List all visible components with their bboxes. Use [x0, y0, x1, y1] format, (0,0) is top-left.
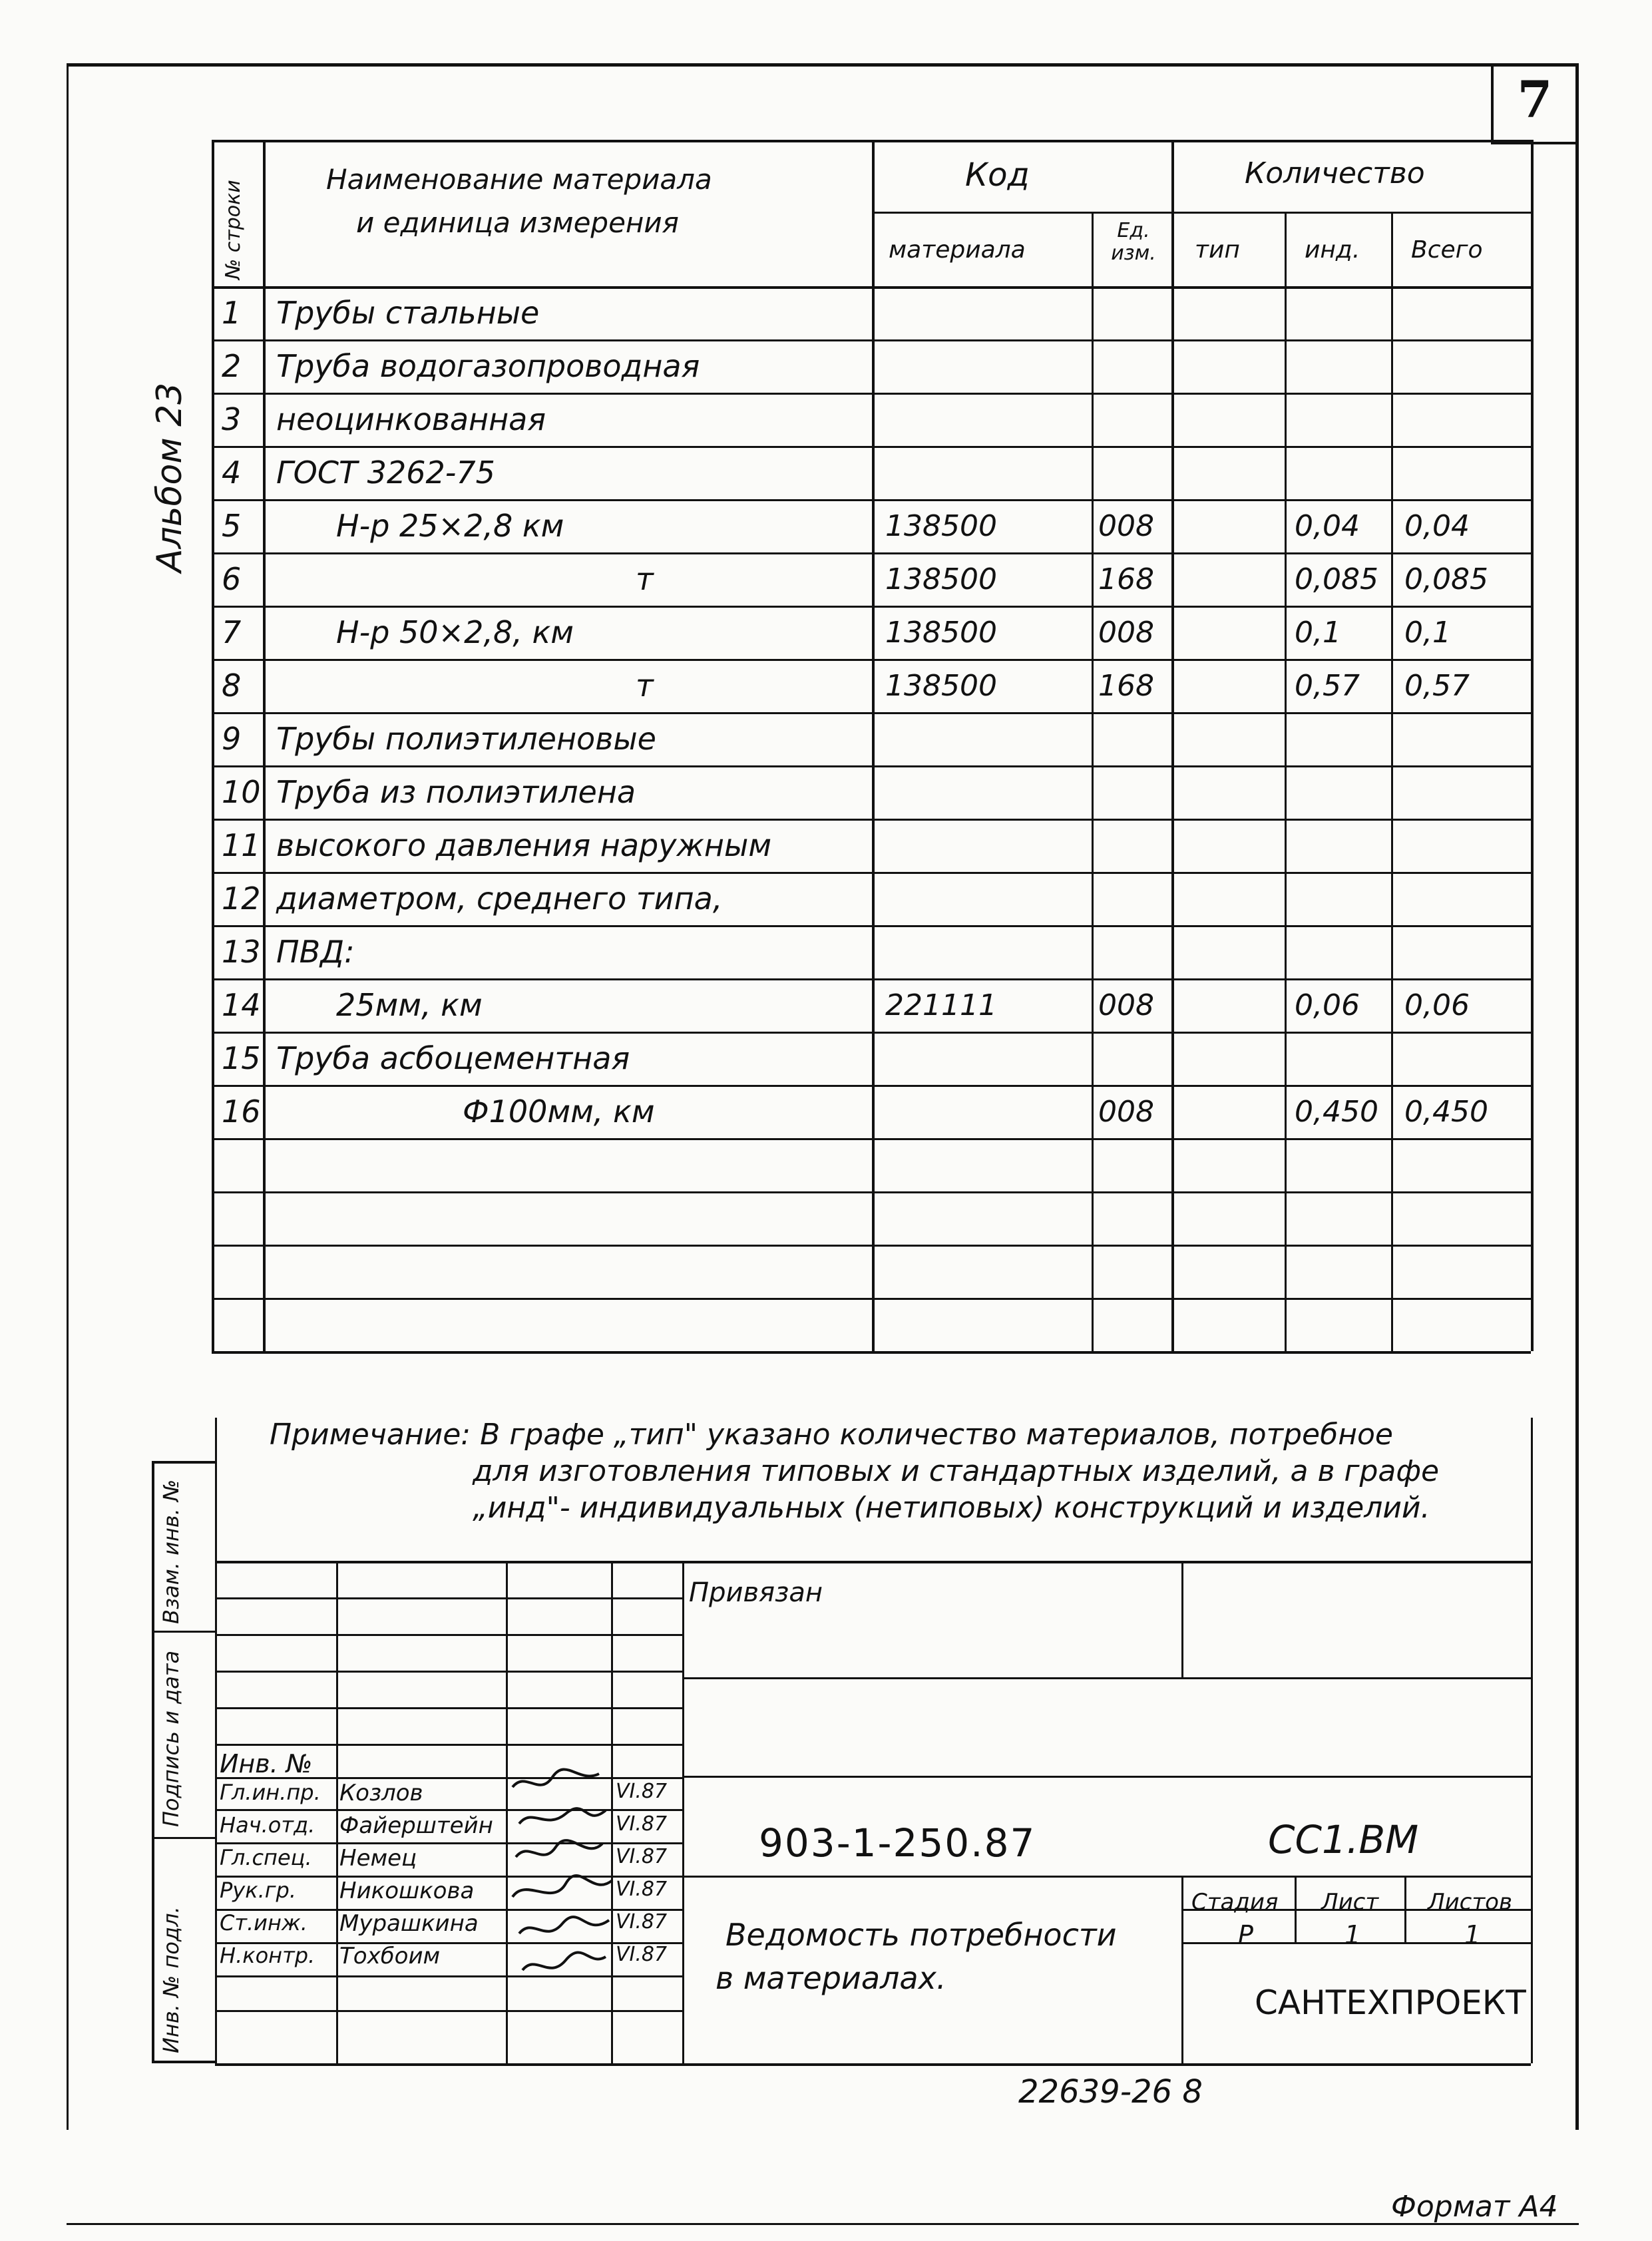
row-unit [1098, 819, 1168, 872]
stamp-right [1531, 1418, 1533, 2063]
header-name-line-1: Наименование материала [326, 163, 712, 196]
row-number: 11 [222, 827, 261, 863]
header-total: Всего [1411, 236, 1483, 264]
row-total: 0,06 [1404, 988, 1470, 1022]
header-name-line-2: и единица измерения [356, 206, 679, 239]
stage-value: Р [1238, 1920, 1253, 1949]
stamp-code-top [682, 1776, 1531, 1778]
row-code [885, 1191, 1088, 1245]
row-ind [1295, 765, 1388, 819]
row-total: 0,04 [1404, 509, 1470, 543]
row-name: т [636, 561, 654, 597]
stamp-stage-col2 [1404, 1876, 1406, 1942]
row-name: Н-р 50×2,8, км [336, 614, 574, 650]
row-total: 0,1 [1404, 615, 1451, 650]
row-number [222, 1298, 260, 1351]
row-number: 10 [222, 774, 261, 810]
side-divider-1 [152, 1631, 215, 1633]
row-type [1178, 925, 1281, 978]
stamp-role: Рук.гр. [220, 1878, 297, 1903]
row-name: Труба из полиэтилена [276, 774, 636, 810]
row-ind: 0,04 [1295, 509, 1360, 543]
privyazan-label: Привязан [689, 1577, 823, 1608]
stamp-name: Файерштейн [339, 1812, 493, 1839]
row-unit [1098, 1032, 1168, 1085]
row-ind [1295, 446, 1388, 499]
row-total [1404, 339, 1528, 393]
row-unit [1098, 1298, 1168, 1351]
row-name: Трубы полиэтиленовые [276, 721, 656, 757]
row-total [1404, 1191, 1528, 1245]
stage-header: Стадия [1191, 1889, 1279, 1916]
row-code [885, 872, 1088, 925]
stamp-date: VI.87 [616, 1910, 668, 1934]
row-number: 7 [222, 614, 242, 650]
row-number: 9 [222, 721, 242, 757]
row-type [1178, 1085, 1281, 1138]
stamp-row [215, 1671, 682, 1673]
row-name [276, 1191, 865, 1245]
stamp-role: Гл.спец. [220, 1845, 312, 1870]
row-type [1178, 712, 1281, 765]
frame-left-line [67, 63, 69, 2130]
row-code [885, 1298, 1088, 1351]
row-number: 8 [222, 668, 242, 704]
row-number: 3 [222, 401, 242, 437]
row-total: 0,085 [1404, 562, 1488, 596]
row-name [276, 1245, 865, 1298]
row-number: 13 [222, 934, 261, 970]
stamp-row [215, 1707, 682, 1709]
table-left-border [212, 140, 214, 1351]
row-unit [1098, 712, 1168, 765]
row-total [1404, 1138, 1528, 1191]
col-line-name [872, 140, 875, 1351]
row-name: неоцинкованная [276, 401, 546, 437]
row-ind: 0,085 [1295, 562, 1378, 596]
row-name: Ф100мм, км [463, 1094, 655, 1129]
row-type [1178, 1298, 1281, 1351]
header-row-number: № строки [222, 180, 245, 280]
row-unit [1098, 286, 1168, 339]
header-sub-line [872, 212, 1531, 214]
table-top-border [212, 140, 1531, 142]
row-name: высокого давления наружным [276, 827, 772, 863]
row-unit: 168 [1098, 562, 1154, 596]
format-label: Формат А4 [1391, 2190, 1558, 2224]
row-type [1178, 606, 1281, 659]
row-code [885, 393, 1088, 446]
row-type [1178, 978, 1281, 1032]
row-type [1178, 499, 1281, 552]
row-ind [1295, 819, 1388, 872]
row-code [885, 1245, 1088, 1298]
note-line-2: для изготовления типовых и стандартных изделий, а в графе [473, 1454, 1440, 1488]
table-right-border [1531, 140, 1534, 1351]
stamp-left [215, 1418, 217, 2063]
row-total [1404, 1032, 1528, 1085]
row-unit [1098, 1138, 1168, 1191]
row-total [1404, 765, 1528, 819]
row-type [1178, 872, 1281, 925]
row-unit [1098, 1245, 1168, 1298]
stamp-mid-line [682, 1677, 1531, 1679]
row-unit: 008 [1098, 509, 1154, 543]
row-code [885, 925, 1088, 978]
row-unit: 168 [1098, 668, 1154, 703]
row-type [1178, 446, 1281, 499]
row-name: Н-р 25×2,8 км [336, 508, 564, 544]
row-name: Трубы стальные [276, 295, 540, 331]
stamp-name: Мурашкина [339, 1910, 479, 1937]
stamp-code-bottom [682, 1876, 1531, 1878]
row-ind [1295, 1298, 1388, 1351]
signatures [506, 1767, 626, 1987]
row-type [1178, 286, 1281, 339]
side-label-inv: Инв. № подл. [158, 1906, 184, 2053]
row-number [222, 1138, 260, 1191]
row-name: т [636, 668, 654, 704]
row-code [885, 1032, 1088, 1085]
row-number [222, 1245, 260, 1298]
row-code: 138500 [885, 562, 997, 596]
header-unit: Ед. изм. [1111, 219, 1156, 265]
stamp-role: Ст.инж. [220, 1910, 308, 1935]
stamp-role: Н.контр. [220, 1943, 315, 1968]
col-line-ind [1391, 212, 1393, 1351]
stamp-date: VI.87 [616, 1943, 668, 1966]
row-code [885, 1138, 1088, 1191]
stamp-row [215, 2010, 682, 2012]
row-type [1178, 765, 1281, 819]
privyazan-divider [1181, 1561, 1183, 1677]
stamp-org-divider [1181, 1876, 1183, 2063]
row-number: 2 [222, 348, 242, 384]
row-name: диаметром, среднего типа, [276, 881, 723, 917]
col-line-unit [1171, 140, 1174, 1351]
row-number: 15 [222, 1040, 261, 1076]
row-number [222, 1191, 260, 1245]
row-code: 138500 [885, 615, 997, 650]
header-ind: инд. [1305, 236, 1360, 264]
organization: САНТЕХПРОЕКТ [1255, 1983, 1526, 2022]
row-name [276, 1298, 865, 1351]
stamp-name: Немец [339, 1845, 417, 1872]
row-type [1178, 552, 1281, 606]
stamp-role: Нач.отд. [220, 1812, 315, 1838]
row-type [1178, 393, 1281, 446]
row-type [1178, 1138, 1281, 1191]
col-line-num [263, 140, 266, 1351]
sheets-header: Листов [1428, 1889, 1513, 1916]
row-unit: 008 [1098, 1094, 1154, 1129]
row-name: Труба водогазопроводная [276, 348, 700, 384]
side-label-podp: Подпись и дата [158, 1650, 184, 1827]
row-unit [1098, 765, 1168, 819]
row-unit [1098, 339, 1168, 393]
document-title-1: Ведомость потребности [725, 1917, 1117, 1953]
row-ind [1295, 1032, 1388, 1085]
row-type [1178, 1245, 1281, 1298]
frame-bottom-line [67, 2223, 1579, 2225]
row-unit: 008 [1098, 988, 1154, 1022]
header-code: Код [965, 156, 1030, 194]
row-total [1404, 1245, 1528, 1298]
sheet-number: 7 [1517, 70, 1553, 129]
col-line-type [1285, 212, 1287, 1351]
row-total [1404, 446, 1528, 499]
row-ind [1295, 1138, 1388, 1191]
stamp-top [215, 1561, 1531, 1563]
row-type [1178, 1032, 1281, 1085]
row-name: ПВД: [276, 934, 355, 970]
stamp-bottom [215, 2063, 1531, 2066]
row-total: 0,57 [1404, 668, 1470, 703]
stamp-row [215, 1597, 682, 1599]
row-total [1404, 925, 1528, 978]
bottom-number: 22639-26 8 [1018, 2073, 1203, 2111]
sheet-value: 1 [1344, 1920, 1361, 1949]
side-label-vzam: Взам. инв. № [158, 1479, 184, 1624]
row-total [1404, 1298, 1528, 1351]
row-total [1404, 286, 1528, 339]
row-code [885, 765, 1088, 819]
sheets-value: 1 [1464, 1920, 1481, 1949]
stamp-col [682, 1561, 684, 2063]
row-type [1178, 339, 1281, 393]
stamp-name: Никошкова [339, 1878, 475, 1904]
row-ind [1295, 872, 1388, 925]
row-unit [1098, 1191, 1168, 1245]
stamp-stage-col1 [1295, 1876, 1297, 1942]
row-number: 14 [222, 987, 261, 1023]
row-code [885, 819, 1088, 872]
row-total [1404, 712, 1528, 765]
row-ind [1295, 1245, 1388, 1298]
row-number: 1 [222, 295, 242, 331]
row-unit: 008 [1098, 615, 1154, 650]
side-divider-2 [152, 1837, 215, 1839]
row-ind: 0,1 [1295, 615, 1341, 650]
col-line-code [1092, 212, 1094, 1351]
row-name [276, 1138, 865, 1191]
row-unit [1098, 925, 1168, 978]
row-code [885, 286, 1088, 339]
stamp-date: VI.87 [616, 1845, 668, 1868]
note-line-1: Примечание: В графе „тип" указано количество материалов, потребное [270, 1418, 1394, 1452]
stamp-row [215, 1744, 682, 1746]
row-unit [1098, 446, 1168, 499]
row-ind: 0,450 [1295, 1094, 1378, 1129]
row-name: Труба асбоцементная [276, 1040, 630, 1076]
header-type: тип [1195, 236, 1240, 264]
row-type [1178, 819, 1281, 872]
row-number: 5 [222, 508, 242, 544]
row-code [885, 339, 1088, 393]
stamp-role: Гл.ин.пр. [220, 1780, 321, 1805]
document-code: 903-1-250.87 [759, 1820, 1036, 1866]
inv-no-label: Инв. № [220, 1749, 313, 1778]
row-ind [1295, 712, 1388, 765]
row-total [1404, 872, 1528, 925]
row-type [1178, 1191, 1281, 1245]
row-code: 138500 [885, 509, 997, 543]
stamp-col [336, 1561, 338, 2063]
stamp-date: VI.87 [616, 1780, 668, 1803]
row-code [885, 712, 1088, 765]
note-line-3: „инд"- индивидуальных (нетиповых) конструкций и изделий. [473, 1491, 1430, 1525]
document-title-2: в материалах. [716, 1960, 946, 1996]
album-label: Альбом 23 [150, 382, 190, 572]
row-total [1404, 819, 1528, 872]
row-unit [1098, 872, 1168, 925]
row-ind [1295, 1191, 1388, 1245]
row-ind: 0,57 [1295, 668, 1360, 703]
row-total [1404, 393, 1528, 446]
row-number: 6 [222, 561, 242, 597]
document-mark: СС1.ВМ [1268, 1817, 1419, 1862]
row-type [1178, 659, 1281, 712]
sheet-header: Лист [1321, 1889, 1379, 1916]
row-number: 16 [222, 1094, 261, 1129]
row-code: 221111 [885, 988, 997, 1022]
row-total: 0,450 [1404, 1094, 1488, 1129]
stamp-name: Тохбоим [339, 1943, 441, 1969]
row-ind [1295, 393, 1388, 446]
row-name: 25мм, км [336, 987, 483, 1023]
row-ind [1295, 925, 1388, 978]
header-quantity: Количество [1245, 156, 1425, 190]
row-code [885, 1085, 1088, 1138]
row-number: 4 [222, 455, 242, 491]
row-code: 138500 [885, 668, 997, 703]
header-material: материала [889, 236, 1026, 264]
row-ind [1295, 286, 1388, 339]
row-code [885, 446, 1088, 499]
stamp-row [215, 1634, 682, 1636]
row-unit [1098, 393, 1168, 446]
stamp-date: VI.87 [616, 1878, 668, 1901]
row-number: 12 [222, 881, 261, 917]
stamp-date: VI.87 [616, 1812, 668, 1836]
table-bottom-border [212, 1351, 1531, 1354]
row-name: ГОСТ 3262-75 [276, 455, 495, 491]
row-ind [1295, 339, 1388, 393]
row-ind: 0,06 [1295, 988, 1360, 1022]
stamp-name: Козлов [339, 1780, 423, 1806]
